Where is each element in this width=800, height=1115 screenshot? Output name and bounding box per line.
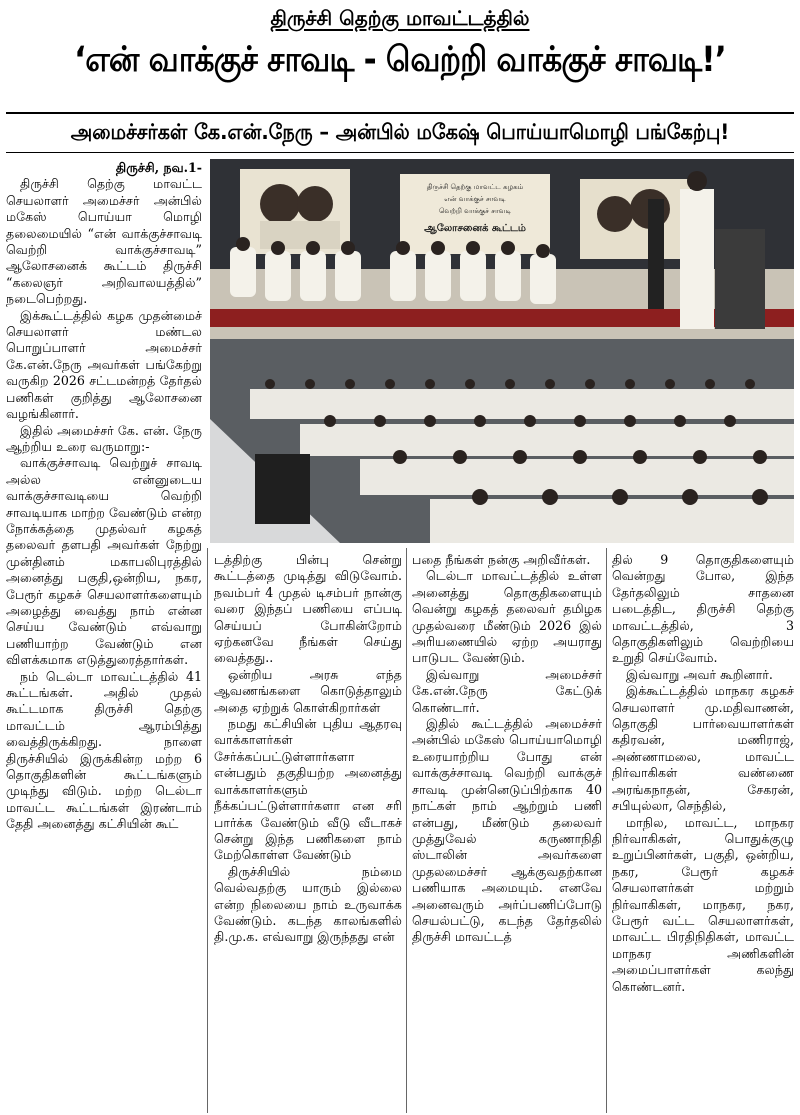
- paragraph: மாநில, மாவட்ட, மாநகர நிர்வாகிகள், பொதுக்குழு உறுப்பினர்கள், பகுதி, ஒன்றிய, நகர, பேரூர் கழகச் செயலாளர்கள் மற்றும் நிர்வாகிகள், மாநகர, நகர, பேரூர் வட்ட செயலாளர்கள், மாவட்ட பிரதிநிதிகள், மாவட்ட மாநகர அணிகளின் அமைப்பாளர்கள் கலந்து கொண்டனர்.: [612, 814, 794, 994]
- article-column-4: [612, 552, 794, 995]
- event-photo: [210, 159, 794, 543]
- paragraph: இவ்வாறு அமைச்சர் கே.என்.நேரு கேட்டுக் கொண்டார்.: [412, 666, 602, 715]
- headline-rule: [6, 112, 794, 114]
- banner-line-3: வெற்றி வாக்குச் சாவடி: [438, 207, 512, 215]
- article-headline: ‘என் வாக்குச் சாவடி - வெற்றி வாக்குச் சாவடி!’: [74, 40, 726, 80]
- column-divider: [207, 548, 208, 1113]
- paragraph: இக்கூட்டத்தில் மாநகர கழகச் செயலாளர் மு.மதிவாணன், தொகுதி பார்வையாளர்கள் கதிரவன், மணிராஜ், அண்ணாமலை, மாவட்ட நிர்வாகிகள் வண்ணை அரங்கநாதன், சேகரன், சபியுல்லா, செந்தில்,: [612, 683, 794, 814]
- paragraph: ஒன்றிய அரசு எந்த ஆவணங்களை கொடுத்தாலும் அதை ஏற்றுக் கொள்கிறார்கள்: [214, 666, 402, 715]
- article-column-2: [214, 552, 402, 946]
- article-column-3: [412, 552, 602, 946]
- banner-line-1: திருச்சி தெற்கு மாவட்ட கழகம்: [426, 183, 524, 191]
- paragraph: நமது கட்சியின் புதிய ஆதரவு வாக்காளர்கள் சேர்க்கப்பட்டுள்ளார்களா என்பதும் தகுதியற்ற அனைத்து வாக்காளர்களும் நீக்கப்பட்டுள்ளார்களா என சரி பார்க்க வேண்டும் வீடு வீடாகச் சென்று இந்த பணிகளை நாம் மேற்கொள்ள வேண்டும்: [214, 716, 402, 863]
- paragraph: வாக்குச்சாவடி வெற்றுச் சாவடி அல்ல என்னுடைய வாக்குச்சாவடியை வெற்றி சாவடியாக மாற்ற வேண்டும் என்ற நோக்கத்தை முதல்வர் கழகத் தலைவர் தளபதி அவர்கள் நேற்று முன்தினம் மகாபலிபுரத்தில் அனைத்து பகுதி,ஒன்றிய, நகர, பேரூர் கழகச் செயலாளர்களையும் அழைத்து வைத்து நாம் என்ன செய்ய வேண்டும் எவ்வாறு பணியாற்ற வேண்டும் என விளக்கமாக எடுத்துரைத்தார்கள்.: [6, 455, 202, 668]
- paragraph: திருச்சியில் நம்மை வெல்வதற்கு யாரும் இல்லை என்ற நிலையை நாம் உருவாக்க வேண்டும். கடந்த காலங்களில் தி.மு.க. எவ்வாறு இருந்தது என்: [214, 863, 402, 945]
- column-divider: [606, 548, 607, 1113]
- paragraph: டத்திற்கு பின்பு சென்று கூட்டத்தை முடித்து விடுவோம். நவம்பர் 4 முதல் டிசம்பர் நான்கு வரை இந்தப் பணியை எப்படி செய்யப் போகின்றோம் ஏற்கனவே நீங்கள் செய்து வைத்தது..: [214, 552, 402, 666]
- column-divider: [406, 548, 407, 1113]
- paragraph: பதை நீங்கள் நன்கு அறிவீர்கள்.: [412, 552, 591, 567]
- paragraph: இதில் அமைச்சர் கே. என். நேரு ஆற்றிய உரை வருமாறு:-: [6, 422, 202, 454]
- paragraph: நம் டெல்டா மாவட்டத்தில் 41 கூட்டங்கள். அதில் முதல் கூட்டமாக திருச்சி தெற்கு மாவட்டம் ஆரம்பித்து வைத்திருக்கிறது. நாளை திருச்சியில் இருக்கின்ற மற்ற 6 தொகுதிகளின் கூட்டங்களும் முடிந்து விடும். மற்ற டெல்டா மாவட்ட கூட்டங்கள் இரண்டாம் தேதி அனைத்து கட்சியின் கூட்: [6, 668, 202, 832]
- subhead-rule: [6, 152, 794, 153]
- paragraph: தில் 9 தொகுதிகளையும் வென்றது போல, இந்த தேர்தலிலும் சாதனை படைத்திட, திருச்சி தெற்கு மாவட்டத்தில், 3 தொகுதிகளிலும் வெற்றியை உறுதி செய்வோம்.: [612, 552, 794, 666]
- article-kicker: திருச்சி தெற்கு மாவட்டத்தில்: [270, 6, 530, 30]
- paragraph: இவ்வாறு அவர் கூறினார்.: [626, 666, 773, 682]
- paragraph: டெல்டா மாவட்டத்தில் உள்ள அனைத்து தொகுதிகளையும் வென்று கழகத் தலைவர் தமிழக முதல்வரை மீண்டும் 2026 இல் அரியணையில் ஏற்ற அயராது பாடுபட வேண்டும்.: [412, 568, 602, 666]
- banner-line-4: ஆலோசனைக் கூட்டம்: [424, 223, 526, 234]
- paragraph: இக்கூட்டத்தில் கழக முதன்மைச் செயலாளர் மண்டல பொறுப்பாளர் அமைச்சர் கே.என்.நேரு அவர்கள் பங்கேற்று வருகிற 2026 சட்டமன்றத் தேர்தல் பணிகள் குறித்து ஆலோசனை வழங்கினார்.: [6, 307, 202, 422]
- paragraph: இதில் கூட்டத்தில் அமைச்சர் அன்பில் மகேஸ் பொய்யாமொழி உரையாற்றிய போது என் வாக்குச்சாவடி வெற்றி வாக்குச் சாவடி முன்னெடுப்பிற்காக 40 நாட்கள் நாம் ஆற்றும் பணி என்பது, மீண்டும் தலைவர் முத்துவேல் கருணாநிதி ஸ்டாலின் அவர்களை முதலமைச்சர் ஆக்குவதற்கான பணியாக அமையும். எனவே அனைவரும் அர்ப்பணிப்போடு செயல்பட்டு, கடந்த தேர்தலில் திருச்சி மாவட்டத்: [412, 716, 602, 945]
- article-subheadline: அமைச்சர்கள் கே.என்.நேரு – அன்பில் மகேஷ் பொய்யாமொழி பங்கேற்பு!: [70, 120, 730, 144]
- dateline: திருச்சி, நவ.1-: [115, 160, 202, 175]
- banner-line-2: என் வாக்குச் சாவடி: [444, 195, 506, 203]
- article-column-1: [6, 160, 202, 833]
- paragraph: திருச்சி தெற்கு மாவட்ட செயலாளர் அமைச்சர் அன்பில் மகேஸ் பொய்யா மொழி தலைமையில் “என் வாக்குச்சாவடி வெற்றி வாக்குச்சாவடி” ஆலோசனைக் கூட்டம் திருச்சி “கலைஞர் அறிவாலயத்தில்” நடைபெற்றது.: [6, 176, 202, 307]
